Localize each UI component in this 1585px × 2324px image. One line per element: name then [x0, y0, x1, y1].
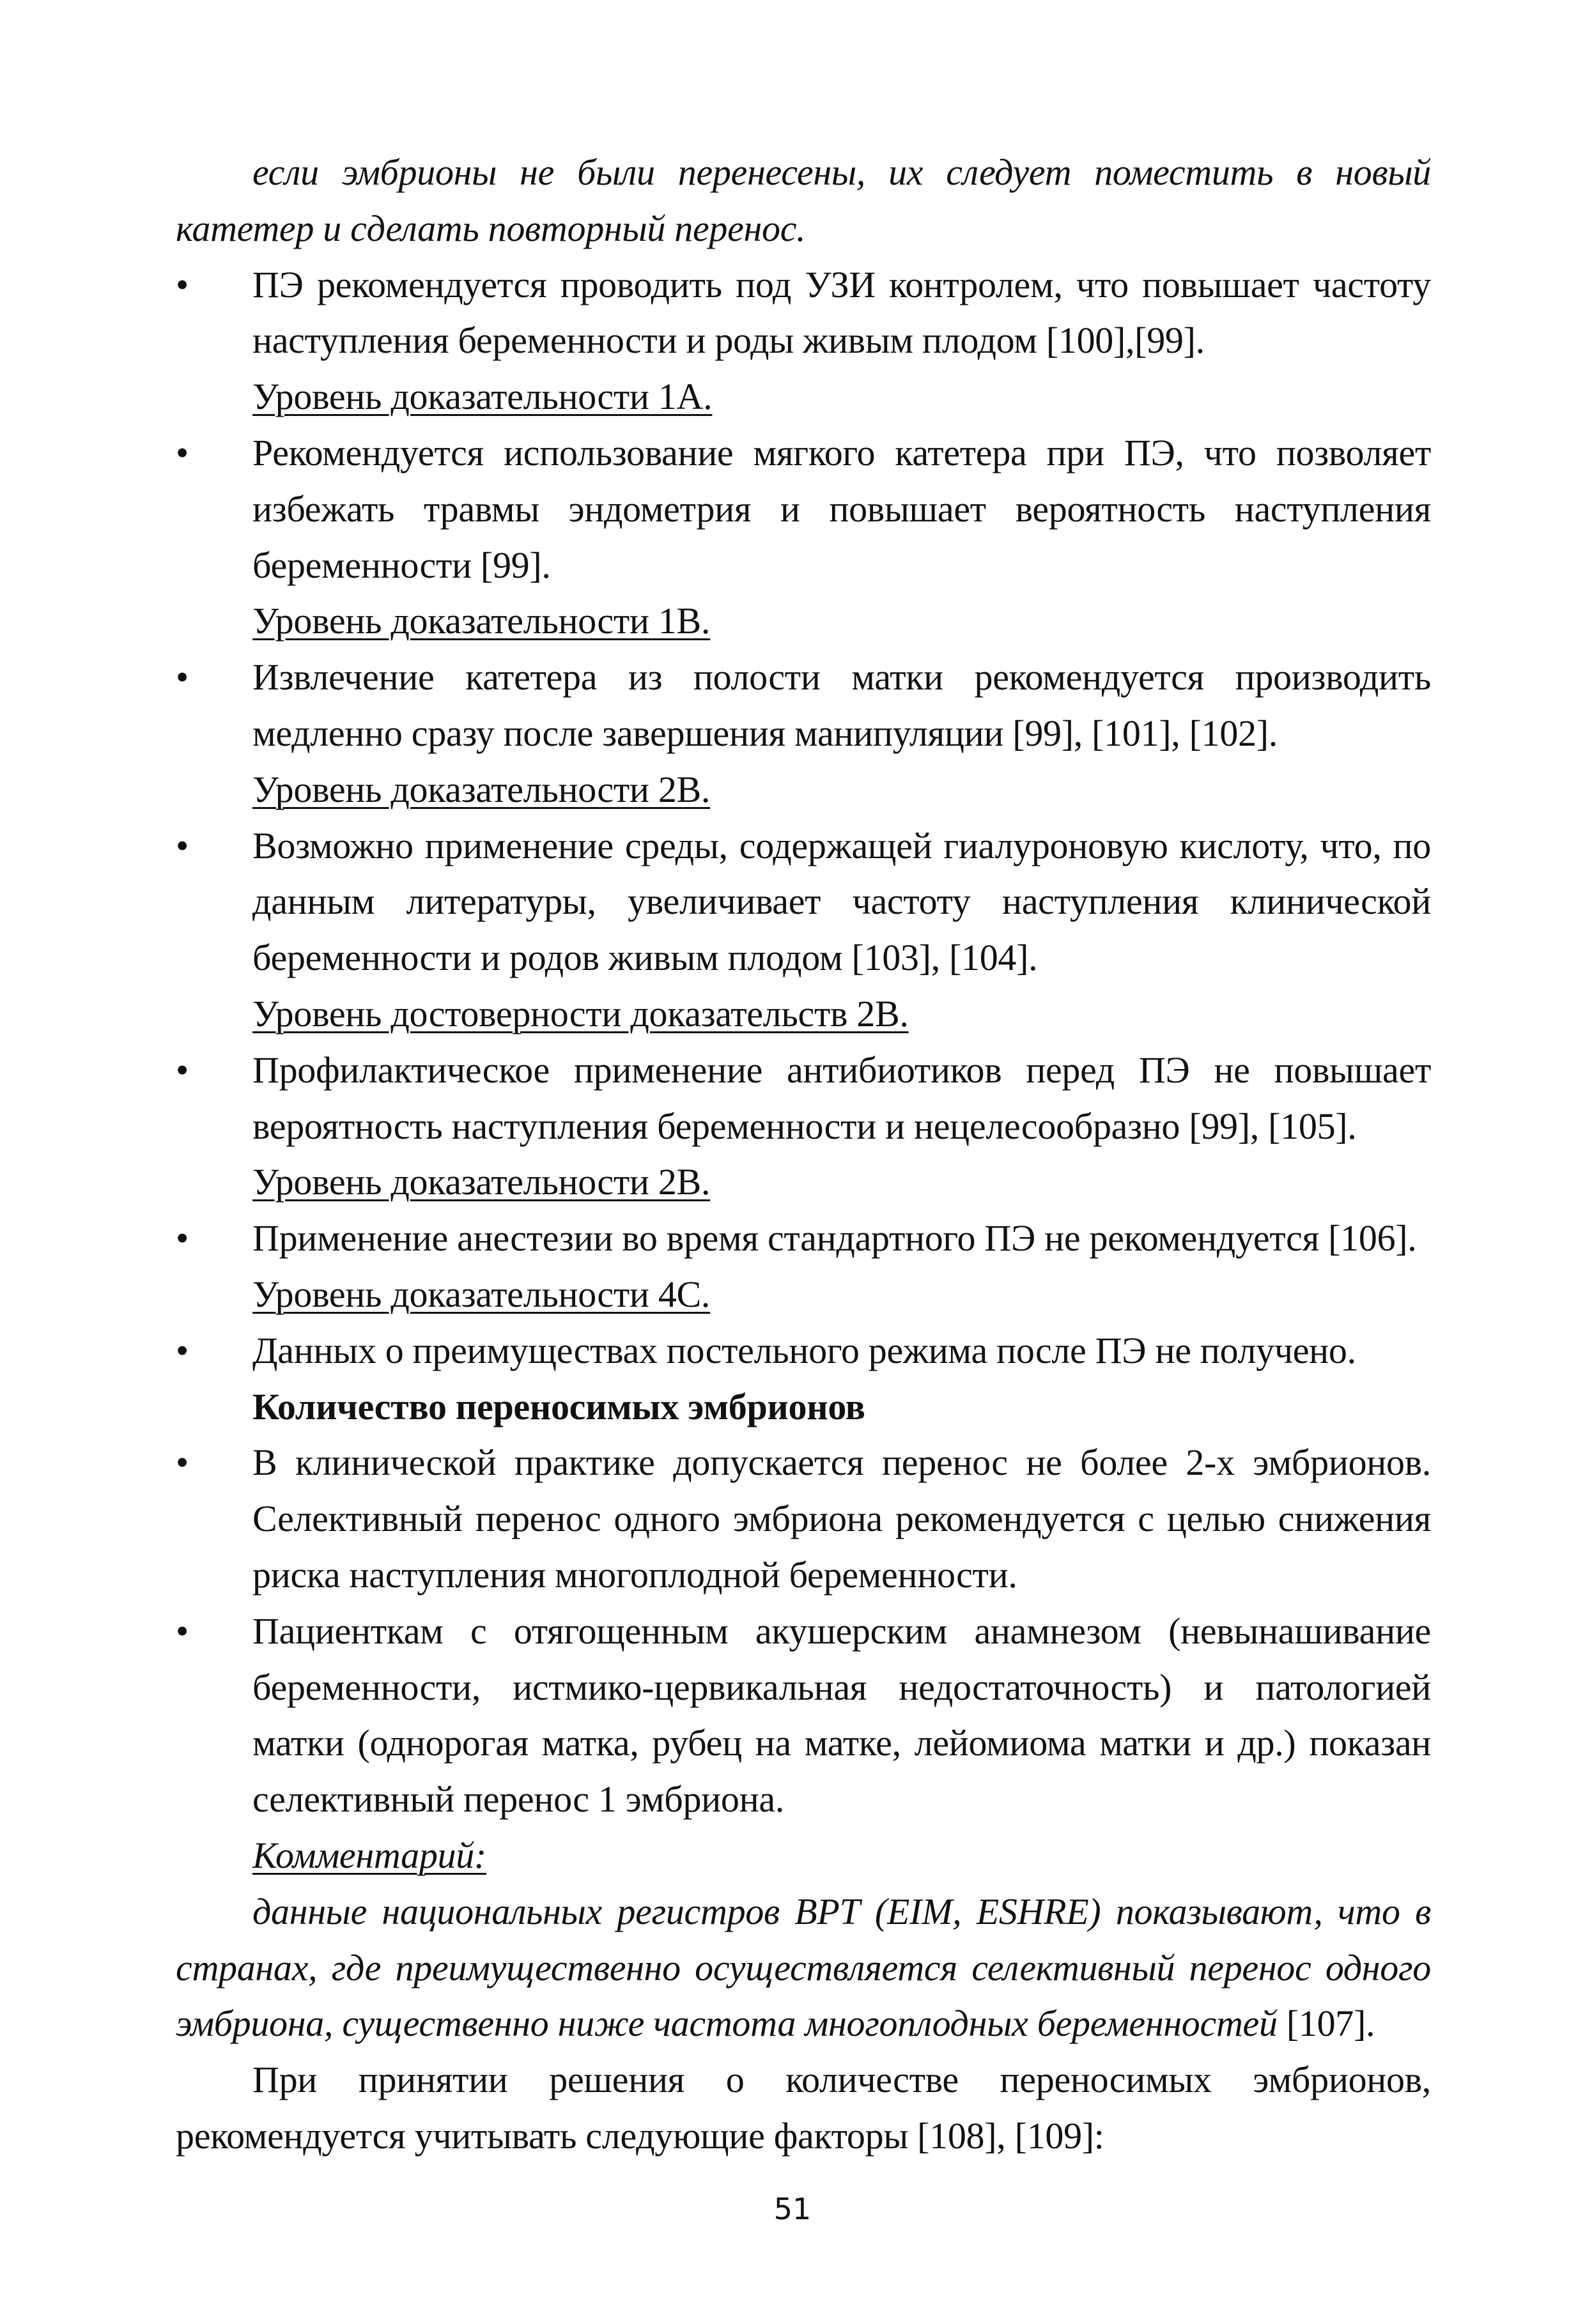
- list-item: • Профилактическое применение антибиотиков перед ПЭ не повышает вероятность наступления беременности и нецелесообразно [99], [105].: [176, 1042, 1431, 1155]
- evidence-level: Уровень достоверности доказательств 2В.: [252, 992, 909, 1035]
- list-item: • В клинической практике допускается перенос не более 2-х эмбрионов. Селективный перенос одного эмбриона рекомендуется с целью снижения риска наступления многоплодной беременности.: [176, 1435, 1431, 1603]
- evidence-level: Уровень доказательности 2В.: [252, 768, 711, 810]
- list-item: • ПЭ рекомендуется проводить под УЗИ контролем, что повышает частоту наступления беременности и роды живым плодом [100],[99].: [176, 257, 1431, 369]
- evidence-level: Уровень доказательности 2В.: [252, 1161, 711, 1203]
- list-item: • Извлечение катетера из полости матки рекомендуется производить медленно сразу после завершения манипуляции [99], [101], [102].: [176, 649, 1431, 762]
- section-heading: Количество переносимых эмбрионов: [252, 1385, 865, 1427]
- comment-paragraph: [176, 1884, 1431, 2052]
- evidence-level: Уровень доказательности 1А.: [252, 376, 713, 418]
- list-item: • Пациенткам с отягощенным акушерским анамнезом (невынашивание беременности, истмико-цервикальная недостаточность) и патологией матки (однорогая матка, рубец на матке, лейомиома матки и др.) показан селективный перенос 1 эмбриона.: [176, 1603, 1431, 1828]
- evidence-level: Уровень доказательности 1В.: [252, 600, 711, 642]
- comment-text: данные национальных регистров ВРТ (EIM, ESHRE) показывают, что в странах, где преимущественно осуществляется селективный перенос одного эмбриона, существенно ниже частота многоплодных беременностей: [176, 1890, 1431, 2045]
- page-number: 51: [773, 2191, 812, 2226]
- closing-paragraph: При принятии решения о количестве переносимых эмбрионов, рекомендуется учитывать следующие факторы [108], [109]:: [176, 2059, 1431, 2157]
- list-item: • Данных о преимуществах постельного режима после ПЭ не получено.: [176, 1323, 1431, 1379]
- list-item: • Рекомендуется использование мягкого катетера при ПЭ, что позволяет избежать травмы эндометрия и повышает вероятность наступления беременности [99].: [176, 425, 1431, 593]
- comment-reference: [107].: [1277, 2003, 1375, 2045]
- list-item: • Применение анестезии во время стандартного ПЭ не рекомендуется [106].: [176, 1210, 1431, 1266]
- comment-label: Комментарий:: [252, 1834, 486, 1876]
- document-page: [176, 0, 1431, 2164]
- list-item: • Возможно применение среды, содержащей гиалуроновую кислоту, что, по данным литературы, увеличивает частоту наступления клинической беременности и родов живым плодом [103], [104].: [176, 818, 1431, 986]
- evidence-level: Уровень доказательности 4С.: [252, 1273, 711, 1315]
- intro-italic-paragraph: если эмбрионы не были перенесены, их следует поместить в новый катетер и сделать повторный перенос.: [176, 151, 1431, 249]
